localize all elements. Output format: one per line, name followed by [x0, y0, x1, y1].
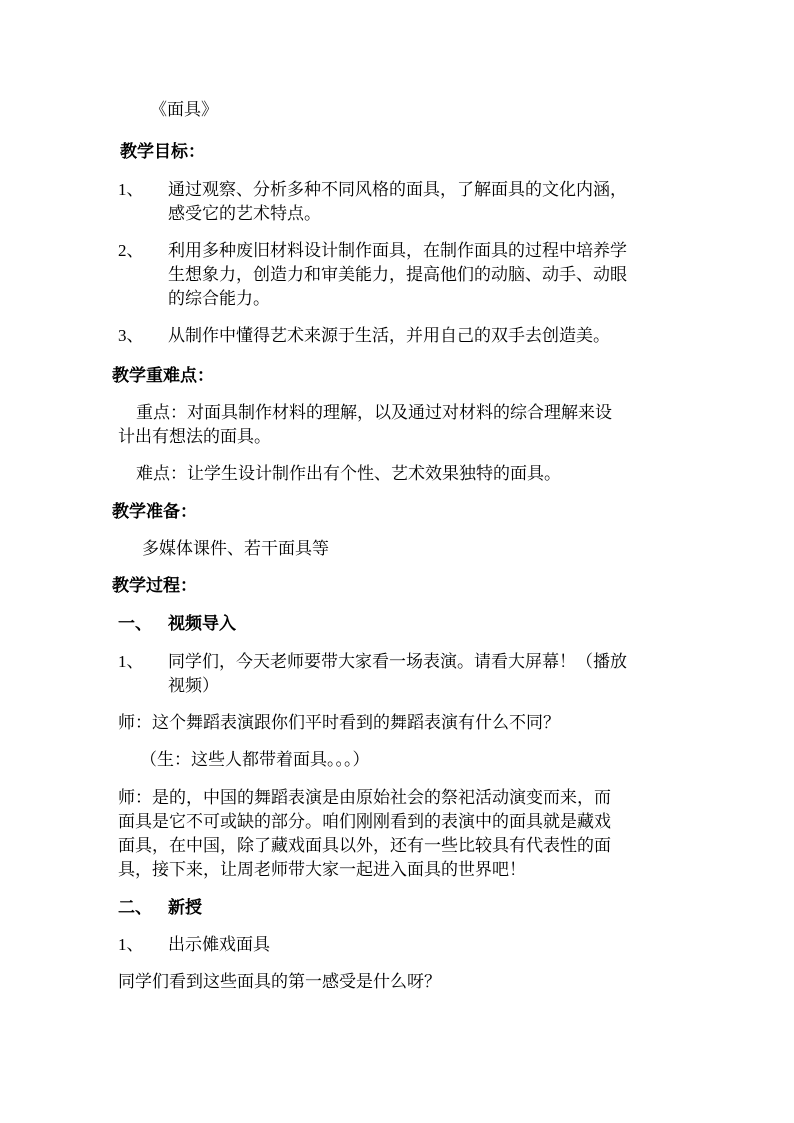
document-title: 《面具》: [150, 100, 218, 120]
section-2-number: 二、: [118, 898, 152, 918]
process-heading: 教学过程：: [112, 576, 197, 596]
section-1-title: 视频导入: [168, 614, 236, 634]
goal-1-line-2: 感受它的艺术特点。: [168, 204, 321, 224]
goal-2-line-3: 的综合能力。: [168, 289, 270, 309]
goal-1-line-1: 通过观察、分析多种不同风格的面具，了解面具的文化内涵，: [168, 180, 627, 200]
step-1-line-2: 视频）: [168, 676, 219, 696]
teacher-remark-line-3: 面具，在中国，除了藏戏面具以外，还有一些比较具有代表性的面: [118, 836, 611, 856]
step-2-number: 1、: [118, 935, 144, 954]
keypoint-line-1: 重点：对面具制作材料的理解，以及通过对材料的综合理解来设: [136, 403, 612, 423]
teacher-question: 师：这个舞蹈表演跟你们平时看到的舞蹈表演有什么不同？: [118, 713, 560, 733]
goal-1-number: 1、: [118, 180, 144, 199]
student-answer: （生：这些人都带着面具。。。）: [140, 750, 370, 770]
keypoints-heading: 教学重难点：: [112, 366, 214, 386]
prep-text: 多媒体课件、若干面具等: [142, 539, 329, 559]
final-question: 同学们看到这些面具的第一感受是什么呀？: [118, 972, 441, 992]
teacher-remark-line-4: 具，接下来，让周老师带大家一起进入面具的世界吧！: [118, 860, 526, 880]
goal-2-line-2: 生想象力，创造力和审美能力，提高他们的动脑、动手、动眼: [168, 265, 627, 285]
goal-2-line-1: 利用多种废旧材料设计制作面具，在制作面具的过程中培养学: [168, 241, 627, 261]
step-1-line-1: 同学们，今天老师要带大家看一场表演。请看大屏幕！（播放: [168, 652, 627, 672]
teacher-remark-line-1: 师：是的，中国的舞蹈表演是由原始社会的祭祀活动演变而来，而: [118, 788, 611, 808]
goal-3-number: 3、: [118, 326, 144, 345]
section-2-title: 新授: [168, 898, 202, 918]
step-2-text: 出示傩戏面具: [168, 935, 270, 955]
goal-3-line-1: 从制作中懂得艺术来源于生活，并用自己的双手去创造美。: [168, 326, 610, 346]
teacher-remark-line-2: 面具是它不可或缺的部分。咱们刚刚看到的表演中的面具就是藏戏: [118, 812, 611, 832]
keypoint-line-2: 计出有想法的面具。: [118, 427, 271, 447]
goal-2-number: 2、: [118, 241, 144, 260]
difficulty-line: 难点：让学生设计制作出有个性、艺术效果独特的面具。: [136, 464, 561, 484]
goals-heading: 教学目标：: [120, 142, 205, 162]
section-1-number: 一、: [118, 614, 152, 634]
prep-heading: 教学准备：: [112, 502, 197, 522]
step-1-number: 1、: [118, 652, 144, 671]
